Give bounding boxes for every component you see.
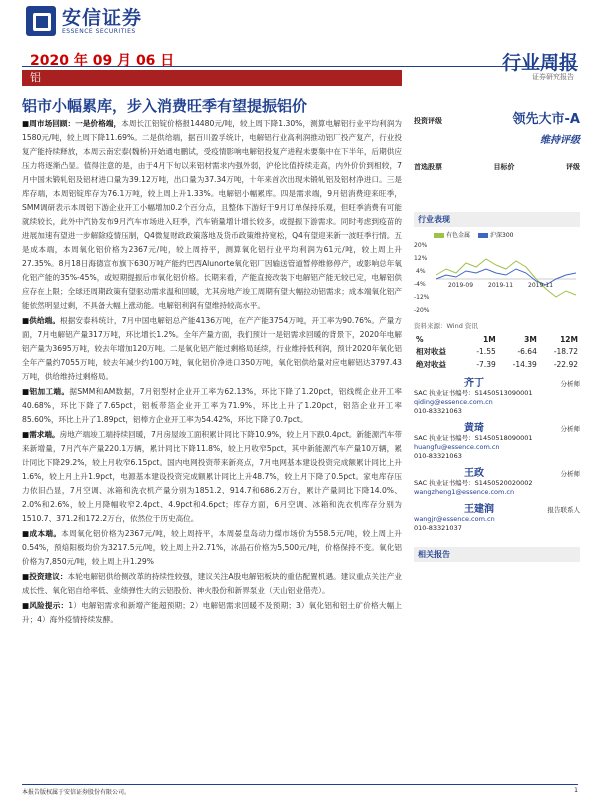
paragraph-lead: ■成本端。 [22, 529, 62, 538]
related-reports-title: 相关报告 [414, 547, 580, 562]
main-body [22, 117, 402, 628]
invest-rating-label: 投资评级 [414, 117, 442, 125]
paragraph [22, 385, 402, 427]
table-row: 相对收益 -1.55 -6.64 -18.72 [416, 347, 578, 356]
analyst-cert: SAC 执业证书编号：S1450513090001 [414, 389, 533, 397]
analyst-tel: 010-83321063 [414, 407, 462, 415]
paragraph-lead: ■需求端。 [22, 430, 60, 439]
paragraph [22, 314, 402, 384]
paragraph-lead: ■供给端。 [22, 316, 61, 325]
stock-header [414, 162, 580, 172]
analyst-card [414, 379, 580, 416]
category-label: 铝 [30, 71, 41, 84]
analyst-role: 分析师 [560, 380, 580, 388]
chart-legend [434, 230, 580, 239]
maintain-rating: 维持评级 [540, 135, 580, 146]
y-tick: 12% [414, 255, 428, 262]
analyst-name: 王建润 [464, 504, 494, 515]
paragraph-text: 房地产端竣工端持续回暖，7月房屋竣工面积累计同比下降10.9%，较上月下跌0.4pct。新能源汽车带来新增量，7月汽车产量220.1万辆，累计同比下降11.8%，较上月收窄5pct，其中新能源汽车产量10万辆，累计同比下降29.2%，较上月收窄6.15pct。国内电网投资带来新亮点，7月电网基本建设投资完成额累计同比上升1.6%，较上月上升1.9pct，电源基本建设投资完成额累计同比上升48.7%，较上月下降了0.5pct。家电库存压力依旧凸显，7月空调、冰箱和洗衣机产量分别为1851.2、914.7和686.2万台，累计产量同比下降14.0%、2.0%和2.6%，较上月降幅收窄2.4pct、4.9pct和4.6pct；库存方面，6月空调、冰箱和洗衣机库存分别为1510.7、371.2和172.2万台，依然位于历史高位。 [22, 430, 402, 523]
headline: 铝市小幅累库，步入消费旺季有望提振铝价 [22, 97, 308, 115]
y-tick: -4% [414, 281, 426, 288]
analyst-email[interactable]: wangzheng1@essence.com.cn [414, 488, 515, 496]
analyst-role: 分析师 [560, 425, 580, 433]
paragraph [22, 117, 402, 313]
analyst-card [414, 469, 580, 497]
analyst-role: 分析师 [560, 470, 580, 478]
chart-source: 资料来源：Wind 资讯 [414, 322, 478, 330]
perf-section-title: 行业表现 [414, 212, 580, 227]
y-tick: 20% [414, 242, 428, 249]
paragraph-text: 本轮电解铝供给侧改革的持续性较强，建议关注A股电解铝板块的重估配置机遇。建议重点关注产业成长性、氧化铝自给率低、业绩弹性大的云铝股份、神火股份和新界泵业（天山铝业借壳）。 [22, 572, 402, 595]
analyst-name: 王政 [464, 468, 484, 479]
paragraph-lead: ■铝加工端。 [22, 387, 70, 396]
sidebar [414, 106, 580, 565]
target-price-label: 目标价 [493, 163, 515, 171]
perf-chart [414, 239, 580, 319]
x-tick: 2019-09 [448, 282, 474, 289]
report-date: 2020 年 09 月 06 日 [30, 53, 175, 69]
analyst-cert: SAC 执业证书编号：S1450518090001 [414, 434, 533, 442]
y-tick: -20% [414, 307, 430, 314]
paragraph [22, 570, 402, 598]
paragraph-lead: ■周市场回顾：一是价格端， [22, 119, 122, 128]
rating-col-label: 评级 [566, 163, 580, 171]
logo [26, 6, 142, 36]
y-tick: 4% [416, 268, 426, 275]
paragraph-text: 根据安泰科统计，7月中国电解铝总产能4136万吨，在产产能3754万吨，开工率为90.76%。产量方面，7月电解铝产量317万吨，环比增长1.2%。全年产量方面，我们预计一是铝需求回暖的背景下，2020年电解铝产量为3695万吨，较去年增加120万吨。二是氧化铝产能过剩格局延续，行业维持低利润，预计2020年氧化铝全年产量约7055万吨，较去年减少约100万吨，氧化铝价净进口350万吨，氧化铝供给量对应电解铝达3797.43万吨，供给维持过剩格局。 [22, 316, 402, 381]
paragraph-text: 1）电解铝需求和新增产能超预期；2）电解铝需求回暖不及预期；3）氧化铝和铝土矿价格大幅上升；4）海外疫情持续发酵。 [22, 601, 402, 624]
paragraph-lead: ■投资建议： [22, 572, 68, 581]
footer-copyright: 本报告版权属于安信证券股份有限公司。 [22, 789, 131, 796]
y-tick: -12% [414, 294, 430, 301]
report-subtype: 证券研究报告 [532, 73, 574, 81]
brand-name-en: ESSENCE SECURITIES [62, 27, 136, 35]
perf-table: % 1M 3M 12M 相对收益 -1.55 -6.64 -18.72 绝对收益 -7.39 -14.39 -22.92 [416, 335, 578, 369]
analyst-role: 报告联系人 [547, 506, 580, 514]
legend-item-1: 有色金属 [434, 230, 470, 239]
brand-name: 安信证券 [62, 6, 143, 29]
analyst-name: 黄琦 [464, 423, 484, 434]
table-row: 绝对收益 -7.39 -14.39 -22.92 [416, 360, 578, 369]
analyst-email[interactable]: huangfu@essence.com.cn [414, 443, 500, 451]
rating-value: 领先大市-A [512, 112, 580, 127]
analyst-card [414, 505, 580, 533]
analyst-email[interactable]: qiding@essence.com.cn [414, 398, 493, 406]
analyst-tel: 010-83321063 [414, 452, 462, 460]
brand-mark-icon [26, 6, 56, 36]
paragraph-text: 据SMM和AM数据，7月铝型材企业开工率为62.13%，环比下降了1.20pct，铝线缆企业开工率40.68%，环比下降了7.65pct，铝板带箔企业开工率为71.9%，环比上升了1.20pct，铝箔企业开工率85.60%，环比上升了1.89pct，铝棒方企业开工率为54.42%，环比下降了0.7pct。 [22, 387, 402, 424]
analyst-card [414, 424, 580, 461]
analyst-name: 齐丁 [464, 378, 484, 389]
legend-item-2: 沪深300 [478, 230, 513, 239]
category-bar [22, 70, 402, 86]
paragraph [22, 599, 402, 627]
analyst-list [414, 379, 580, 533]
invest-rating [414, 108, 580, 127]
analyst-email[interactable]: wangjr@essence.com.cn [414, 515, 495, 523]
paragraph-lead: ■风险提示： [22, 601, 69, 610]
page-number: 1 [574, 787, 578, 794]
footer [22, 784, 578, 796]
series-nonferrous [436, 259, 576, 297]
first-stock-label: 首选股票 [414, 163, 442, 171]
x-tick: 2019-11 [528, 282, 554, 289]
report-type: 行业周报 [501, 52, 578, 74]
paragraph [22, 527, 402, 569]
analyst-tel: 010-83321037 [414, 524, 462, 532]
paragraph [22, 428, 402, 526]
paragraph-text: 本周长江铝锭价格报14480元/吨，较上周下降1.30%，测算电解铝行业平均利润为1580元/吨，较上周下降11.69%。二是供给端，据百川盈孚统计，电解铝行业高利润推动铝厂投产复产，行业投复产能持续释放，本周云南宏泰(魏桥)开始通电鹏试，受疫情影响电解铝投复产进程未要集中在下半年，后期供应压力将逐渐凸显。值得注意的是，由于4月下旬以来铝材需求内强外弱，沪伦比值持续走高，内外价价到相较，7月中国未锻轧铝及铝材进口量为39.12万吨，出口量为37.34万吨，十年来首次出现未锻轧铝及铝材净进口。三是库存端，本周铝锭库存为76.1万吨，较上周上升1.33%。电解铝小幅累库。四是需求端，9月铝消费迎来旺季，SMM调研表示本周铝下游企业开工小幅增加0.2个百分点，且整体下游好于9月订单保持乐观，但旺季消费有可能就续较长，此外中汽协发布9月汽车市场进入旺季，汽车销量增计增长较多，或提振下游需求。同时考虑到疫苗的进展加速有望进一步解除疫情压制，Q4微复财政政策落地及货币政策维持宽松，Q4有望迎来新一波旺季行情。五是成本端，本周氧化铝价格为2367元/吨，较上周持平，测算氧化铝行业平均利润为61元/吨，较上周上升27.35%。8月18日海德宣布旗下630万吨产能约巴西Alunorte氧化铝厂因输送管道暂停维修停产，或影响总年氧化铝产能的35%-45%，或短期提振后市氧化铝价格。长期来看，产能直接改装下电解铝产能无较已定，电解铝供应存在上限；全球还周期政策有望驱动需求温和回暖，尤其房地产竣工周期有望大幅拉动铝需求；成本端氧化铝产能依然明显过剩，不具备大幅上涨动能。电解铝利润有望维持较高水平。 [22, 119, 402, 310]
analyst-cert: SAC 执业证书编号：S1450520020002 [414, 479, 533, 487]
paragraph-text: 本周氧化铝价格为2367元/吨，较上周持平，本周晏皇岛动力煤市场价为558.5元/吨，较上周上升0.54%，预焙阳极均价为3217.5元/吨，较上周上升2.71%，冰晶石价格为5,500元/吨，价格保持不变。氧化铝价格为7,850元/吨，较上周上升1.29% [22, 529, 402, 566]
x-tick: 2019-11 [488, 282, 514, 289]
